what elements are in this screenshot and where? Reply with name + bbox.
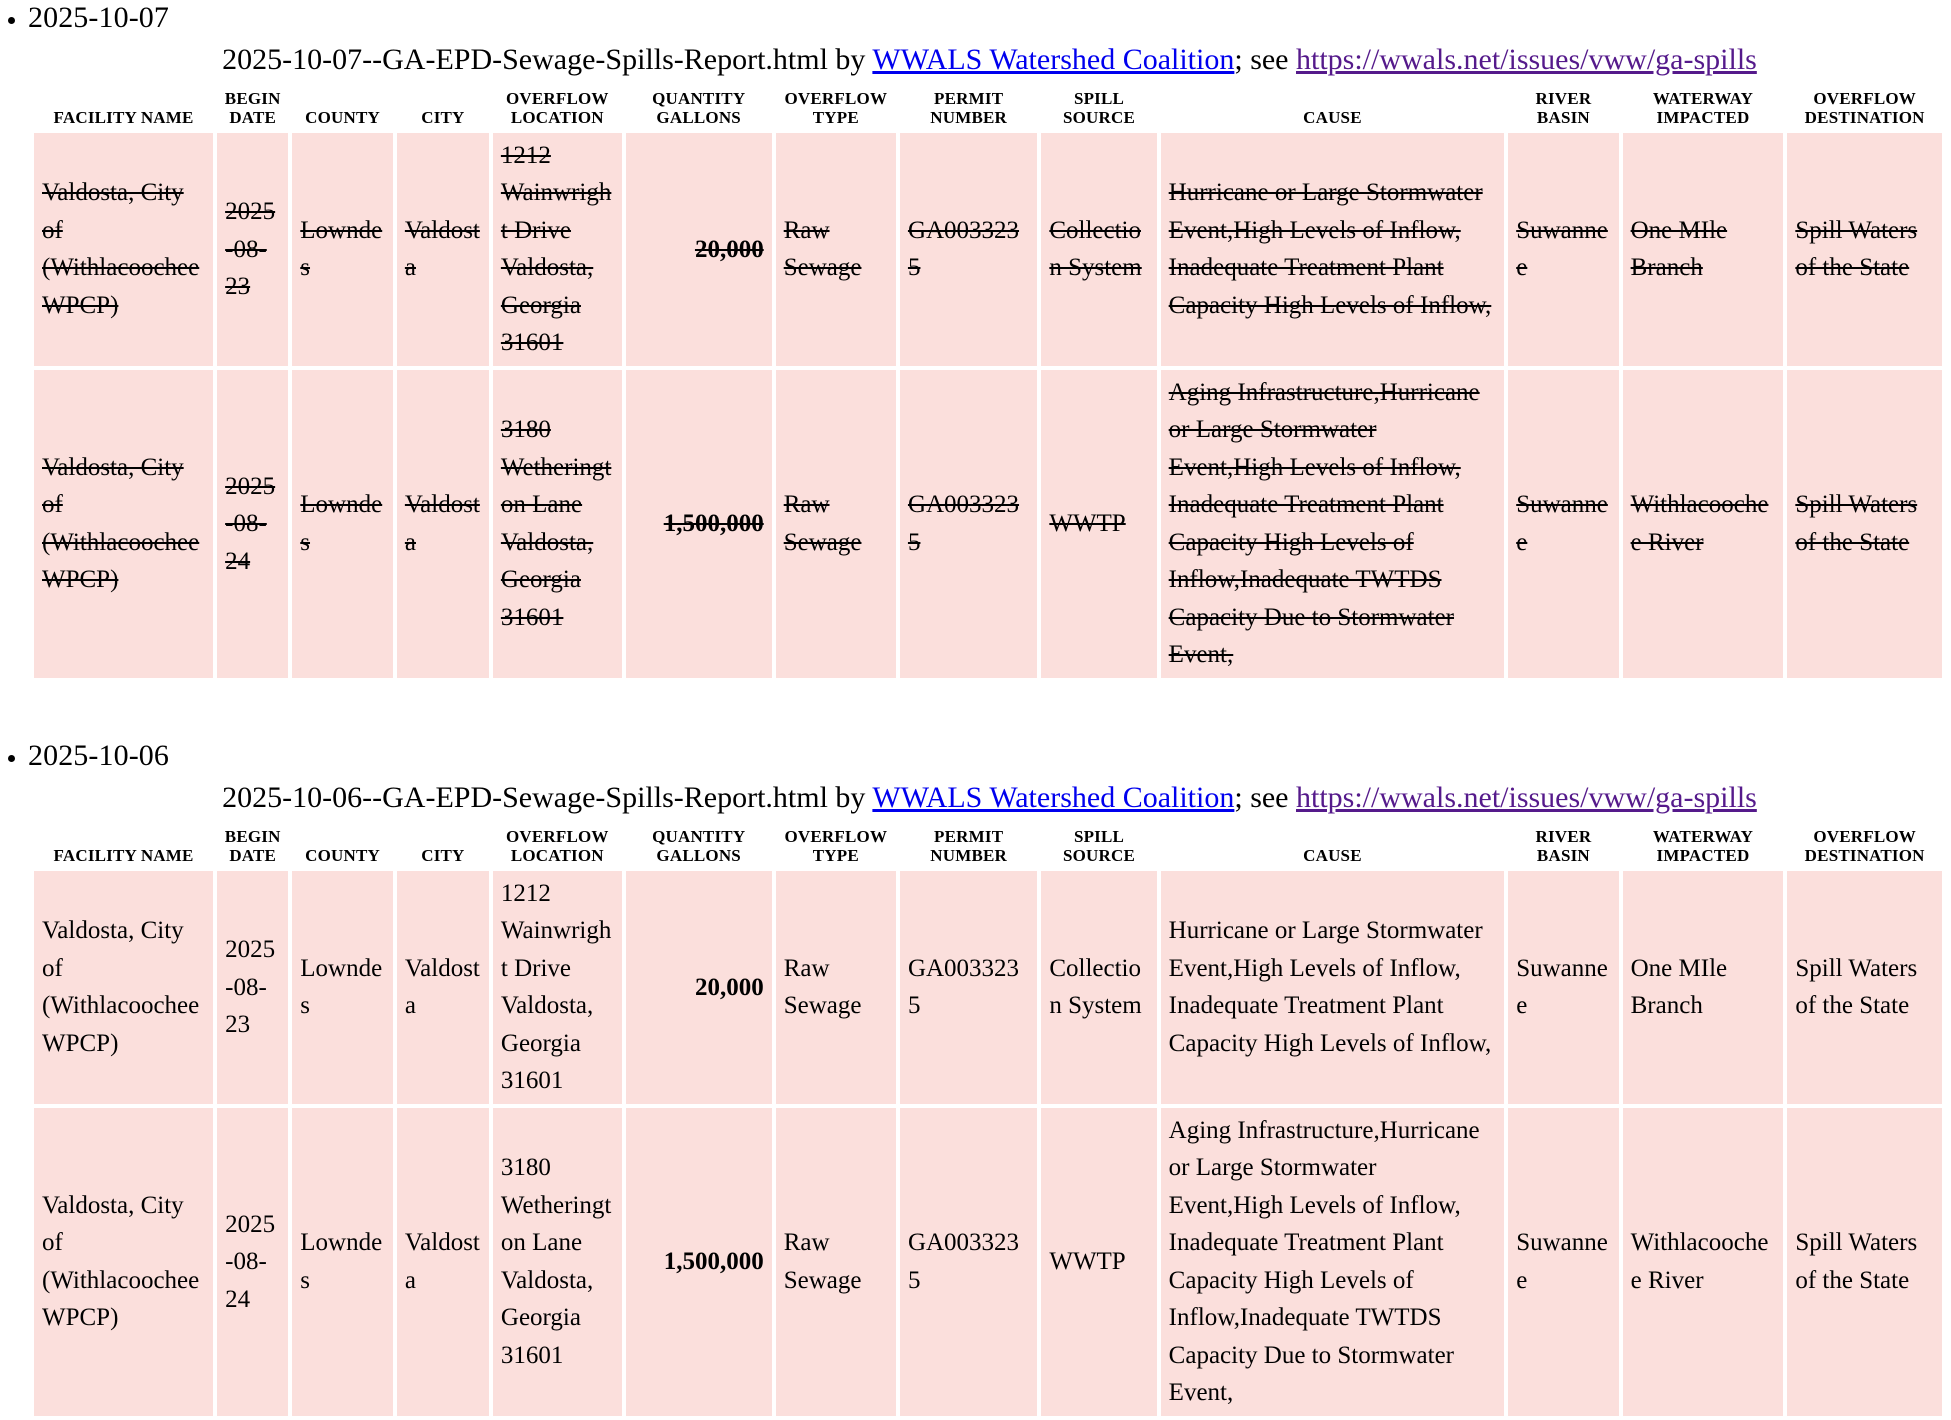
spill-source-cell: Collection System [1041, 133, 1156, 366]
waterway-impacted-cell: One MIle Branch [1623, 133, 1784, 366]
spill-table-wrapper [28, 821, 1951, 1420]
wwals-organization-link[interactable]: WWALS Watershed Coalition [872, 43, 1235, 77]
column-header-line1: OVERFLOW [1813, 88, 1916, 108]
column-header-line2: GALLONS [656, 107, 741, 127]
report-filename: 2025-10-06--GA-EPD-Sewage-Spills-Report.html [222, 781, 828, 815]
report-caption [28, 35, 1951, 83]
overflow-destination-cell: Spill Waters of the State [1787, 370, 1942, 678]
begin-date-cell: 2025-08-23 [217, 133, 288, 366]
column-header-line2: NUMBER [930, 845, 1008, 865]
column-header [776, 87, 896, 129]
overflow-location-cell: 3180 Wetherington Lane Valdosta, Georgia 31601 [493, 1108, 622, 1416]
sewage-spills-table [30, 83, 1946, 682]
column-header-line1: OVERFLOW [1813, 826, 1916, 846]
column-header [1508, 825, 1618, 867]
column-header [1508, 87, 1618, 129]
column-header-line1: OVERFLOW [505, 826, 609, 846]
facility-name-cell: Valdosta, City of (Withlacoochee WPCP) [34, 370, 213, 678]
column-header [626, 87, 772, 129]
county-cell: Lowndes [292, 370, 393, 678]
column-header [493, 825, 622, 867]
table-row [34, 1108, 1942, 1416]
column-header-line1: FACILITY NAME [53, 107, 194, 127]
city-cell: Valdosta [397, 133, 489, 366]
report-day-item [28, 0, 1951, 738]
column-header-line1: CAUSE [1303, 845, 1362, 865]
column-header-line1: COUNTY [305, 107, 381, 127]
column-header [1041, 825, 1156, 867]
ga-spills-url-link[interactable]: https://wwals.net/issues/vww/ga-spills [1296, 781, 1757, 815]
column-header [900, 825, 1037, 867]
overflow-destination-cell: Spill Waters of the State [1787, 871, 1942, 1104]
permit-number-cell: GA0033235 [900, 370, 1037, 678]
spill-source-cell: WWTP [1041, 1108, 1156, 1416]
column-header-line1: CITY [421, 845, 465, 865]
column-header-line2: DESTINATION [1804, 107, 1925, 127]
waterway-impacted-cell: Withlacoochee River [1623, 1108, 1784, 1416]
overflow-type-cell: Raw Sewage [776, 133, 896, 366]
column-header-line1: OVERFLOW [784, 826, 888, 846]
cause-cell: Hurricane or Large Stormwater Event,High Levels of Inflow, Inadequate Treatment Plant Capacity High Levels of Inflow, [1161, 871, 1505, 1104]
column-header-line2: BASIN [1536, 845, 1590, 865]
caption-by-text: by [827, 781, 873, 815]
begin-date-cell: 2025-08-24 [217, 370, 288, 678]
begin-date-cell: 2025-08-23 [217, 871, 288, 1104]
permit-number-cell: GA0033235 [900, 1108, 1037, 1416]
column-header-line2: DATE [229, 107, 277, 127]
column-header-line1: SPILL [1073, 826, 1125, 846]
column-header-line1: CAUSE [1303, 107, 1362, 127]
column-header [1161, 87, 1505, 129]
column-header-line2: IMPACTED [1656, 845, 1750, 865]
column-header-line2: DESTINATION [1804, 845, 1925, 865]
caption-by-text: by [827, 43, 873, 77]
column-header-line2: IMPACTED [1656, 107, 1750, 127]
column-header-line1: SPILL [1073, 88, 1125, 108]
column-header-line1: BEGIN [224, 826, 281, 846]
spill-source-cell: Collection System [1041, 871, 1156, 1104]
column-header [1161, 825, 1505, 867]
facility-name-cell: Valdosta, City of (Withlacoochee WPCP) [34, 133, 213, 366]
column-header-line2: TYPE [812, 845, 859, 865]
column-header-line2: NUMBER [930, 107, 1008, 127]
overflow-type-cell: Raw Sewage [776, 1108, 896, 1416]
column-header [292, 87, 393, 129]
facility-name-cell: Valdosta, City of (Withlacoochee WPCP) [34, 871, 213, 1104]
table-row [34, 133, 1942, 366]
column-header [626, 825, 772, 867]
river-basin-cell: Suwannee [1508, 133, 1618, 366]
column-header [397, 825, 489, 867]
waterway-impacted-cell: Withlacoochee River [1623, 370, 1784, 678]
waterway-impacted-cell: One MIle Branch [1623, 871, 1784, 1104]
caption-see-text: ; see [1234, 43, 1296, 77]
table-row [34, 871, 1942, 1104]
column-header-line1: CITY [421, 107, 465, 127]
column-header [397, 87, 489, 129]
river-basin-cell: Suwannee [1508, 871, 1618, 1104]
column-header-line2: LOCATION [510, 845, 604, 865]
sewage-spills-table [30, 821, 1946, 1420]
column-header [1623, 825, 1784, 867]
quantity-gallons-cell: 1,500,000 [626, 370, 772, 678]
column-header [493, 87, 622, 129]
column-header-line1: OVERFLOW [784, 88, 888, 108]
spill-source-cell: WWTP [1041, 370, 1156, 678]
facility-name-cell: Valdosta, City of (Withlacoochee WPCP) [34, 1108, 213, 1416]
section-spacer [28, 682, 1951, 738]
column-header-line1: QUANTITY [652, 88, 746, 108]
column-header [1787, 87, 1942, 129]
city-cell: Valdosta [397, 370, 489, 678]
column-header [1787, 825, 1942, 867]
column-header-line1: PERMIT [934, 88, 1004, 108]
column-header [217, 87, 288, 129]
column-header-line2: TYPE [812, 107, 859, 127]
report-day-heading: • 2025-10-07 [28, 1, 169, 34]
column-header [34, 825, 213, 867]
quantity-gallons-cell: 1,500,000 [626, 1108, 772, 1416]
overflow-type-cell: Raw Sewage [776, 370, 896, 678]
column-header-line1: QUANTITY [652, 826, 746, 846]
report-caption [28, 773, 1951, 821]
column-header-line2: SOURCE [1062, 107, 1136, 127]
column-header-line1: WATERWAY [1652, 88, 1754, 108]
column-header-line1: OVERFLOW [505, 88, 609, 108]
column-header-line1: RIVER [1535, 826, 1592, 846]
column-header-line1: RIVER [1535, 88, 1592, 108]
cause-cell: Aging Infrastructure,Hurricane or Large Stormwater Event,High Levels of Inflow, Inadequate Treatment Plant Capacity High Levels of Inflow,Inadequate TWTDS Capacity Due to Stormwater Event, [1161, 370, 1505, 678]
cause-cell: Aging Infrastructure,Hurricane or Large Stormwater Event,High Levels of Inflow, Inadequate Treatment Plant Capacity High Levels of Inflow,Inadequate TWTDS Capacity Due to Stormwater Event, [1161, 1108, 1505, 1416]
column-header-line1: WATERWAY [1652, 826, 1754, 846]
column-header [900, 87, 1037, 129]
caption-see-text: ; see [1234, 781, 1296, 815]
column-header-line1: COUNTY [305, 845, 381, 865]
overflow-location-cell: 1212 Wainwright Drive Valdosta, Georgia 31601 [493, 871, 622, 1104]
table-header-row [34, 825, 1942, 867]
spill-table-wrapper [28, 83, 1951, 682]
overflow-destination-cell: Spill Waters of the State [1787, 1108, 1942, 1416]
column-header [776, 825, 896, 867]
column-header [292, 825, 393, 867]
city-cell: Valdosta [397, 1108, 489, 1416]
quantity-gallons-cell: 20,000 [626, 871, 772, 1104]
column-header-line1: BEGIN [224, 88, 281, 108]
column-header [217, 825, 288, 867]
ga-spills-url-link[interactable]: https://wwals.net/issues/vww/ga-spills [1296, 43, 1757, 77]
wwals-organization-link[interactable]: WWALS Watershed Coalition [872, 781, 1235, 815]
city-cell: Valdosta [397, 871, 489, 1104]
column-header-line2: GALLONS [656, 845, 741, 865]
county-cell: Lowndes [292, 1108, 393, 1416]
county-cell: Lowndes [292, 871, 393, 1104]
quantity-gallons-cell: 20,000 [626, 133, 772, 366]
column-header [1623, 87, 1784, 129]
column-header-line2: DATE [229, 845, 277, 865]
overflow-destination-cell: Spill Waters of the State [1787, 133, 1942, 366]
river-basin-cell: Suwannee [1508, 370, 1618, 678]
overflow-location-cell: 1212 Wainwright Drive Valdosta, Georgia 31601 [493, 133, 622, 366]
cause-cell: Hurricane or Large Stormwater Event,High Levels of Inflow, Inadequate Treatment Plant Capacity High Levels of Inflow, [1161, 133, 1505, 366]
permit-number-cell: GA0033235 [900, 133, 1037, 366]
river-basin-cell: Suwannee [1508, 1108, 1618, 1416]
column-header-line1: FACILITY NAME [53, 845, 194, 865]
column-header [34, 87, 213, 129]
table-row [34, 370, 1942, 678]
table-header-row [34, 87, 1942, 129]
begin-date-cell: 2025-08-24 [217, 1108, 288, 1416]
column-header-line2: LOCATION [510, 107, 604, 127]
column-header-line2: SOURCE [1062, 845, 1136, 865]
county-cell: Lowndes [292, 133, 393, 366]
column-header-line2: BASIN [1536, 107, 1590, 127]
report-day-item [28, 738, 1951, 1420]
permit-number-cell: GA0033235 [900, 871, 1037, 1104]
column-header [1041, 87, 1156, 129]
report-filename: 2025-10-07--GA-EPD-Sewage-Spills-Report.html [222, 43, 828, 77]
report-day-heading: • 2025-10-06 [28, 738, 169, 772]
overflow-type-cell: Raw Sewage [776, 871, 896, 1104]
column-header-line1: PERMIT [934, 826, 1004, 846]
overflow-location-cell: 3180 Wetherington Lane Valdosta, Georgia 31601 [493, 370, 622, 678]
